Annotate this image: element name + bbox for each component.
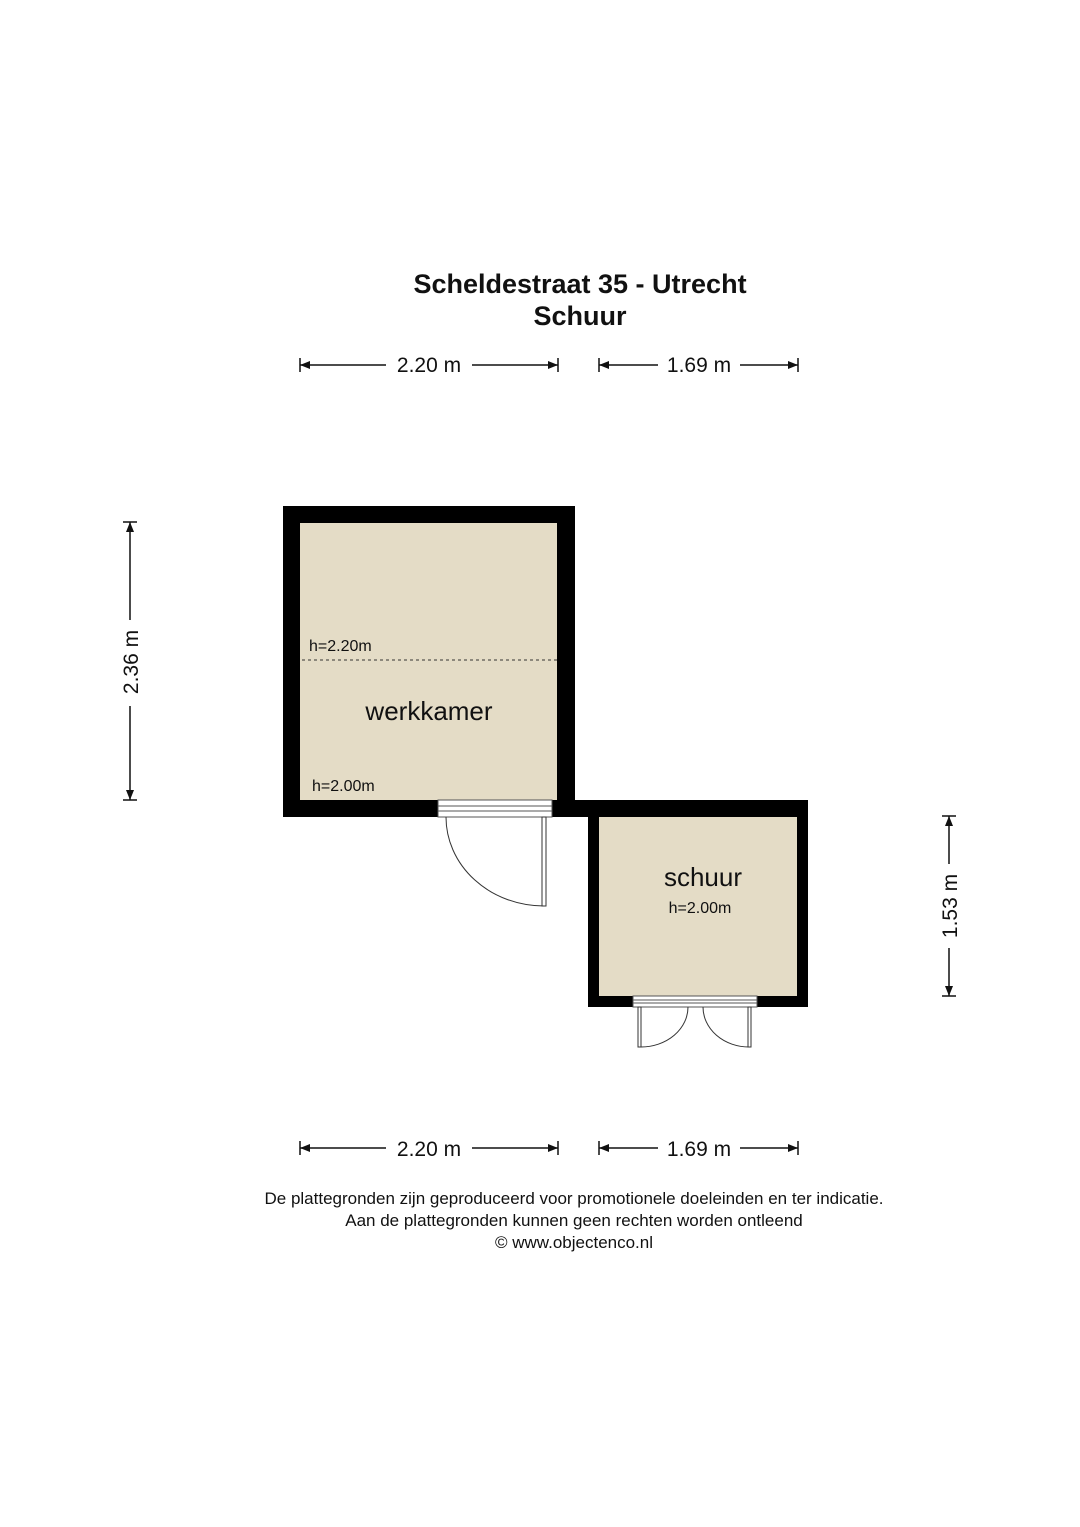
werkkamer-label: werkkamer (365, 696, 493, 726)
room-schuur (553, 800, 808, 1007)
schuur-label: schuur (663, 862, 743, 892)
schuur-height: h=2.00m (668, 900, 732, 917)
dimension-left-height (120, 522, 143, 800)
werkkamer-floor (300, 523, 557, 800)
dimension-label: 1.69 m (666, 1138, 732, 1161)
plan-title-address: Scheldestraat 35 - Utrecht (413, 269, 747, 299)
werkkamer-height-bottom: h=2.00m (312, 778, 375, 795)
dimension-label: 1.53 m (939, 873, 962, 939)
dimension-top-right (599, 354, 798, 377)
door-swing-arc-left (641, 1007, 688, 1047)
room-werkkamer (283, 506, 575, 817)
schuur-double-door (633, 996, 757, 1047)
disclaimer-line-2: Aan de plattegronden kunnen geen rechten worden ontleend (345, 1211, 803, 1230)
dimension-label: 2.36 m (120, 629, 143, 695)
dimension-label: 2.20 m (396, 354, 462, 377)
door-swing-arc (446, 817, 544, 906)
door-leaf-left (638, 1007, 641, 1047)
werkkamer-door (438, 800, 552, 906)
door-leaf-right (748, 1007, 751, 1047)
dimension-label: 2.20 m (396, 1138, 462, 1161)
dimension-label: 1.69 m (666, 354, 732, 377)
werkkamer-height-top: h=2.20m (309, 638, 372, 655)
dimension-right-height (939, 816, 962, 996)
disclaimer-line-1: De plattegronden zijn geproduceerd voor promotionele doeleinden en ter indicatie. (264, 1189, 884, 1208)
door-swing-arc-right (703, 1007, 749, 1047)
copyright-link[interactable]: © www.objectenco.nl (494, 1233, 654, 1252)
door-leaf (542, 817, 546, 906)
plan-title-floor: Schuur (533, 301, 627, 331)
dimension-bottom-right (599, 1138, 798, 1161)
dimension-top-left (300, 354, 558, 377)
dimension-bottom-left (300, 1138, 558, 1161)
